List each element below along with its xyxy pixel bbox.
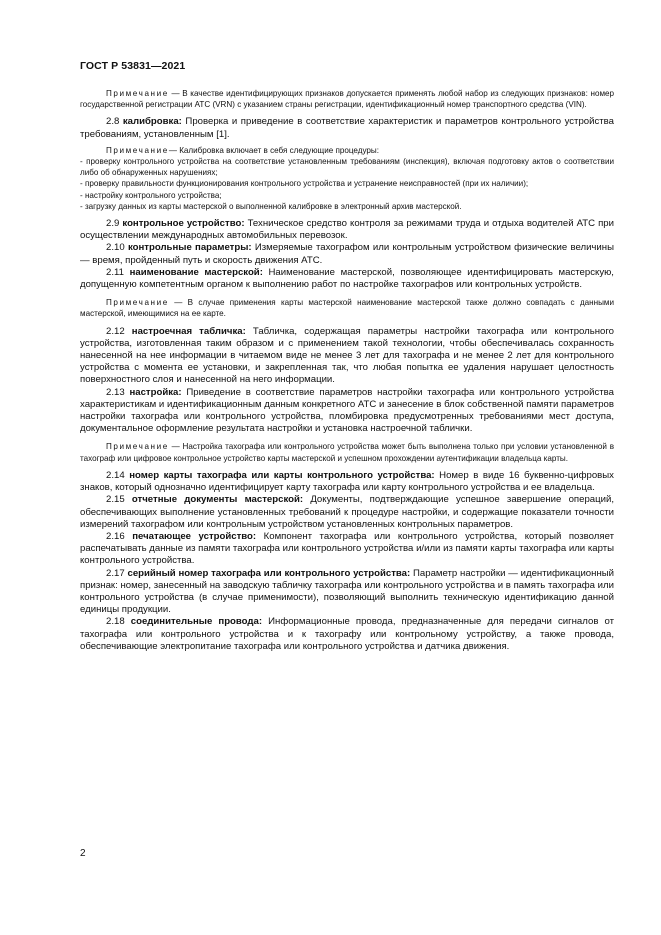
term: настроечная табличка: [131, 325, 246, 337]
note-identification: Примечание — В качестве идентифицирующих признаков допускается применять любой набор из следующих признаков: номер государственной регистрации АТС (VRN) с указанием страны регистрации, идентификационный номер транспортного средства (VIN). [80, 89, 615, 110]
document-body [80, 88, 614, 653]
definition-2-14: 2.14 номер карты тахографа или карты контрольного устройства: Номер в виде 16 буквенно-цифровых знаков, который однозначно идентифицирует карту тахографа или карту контрольного устройства и ее владельца. [80, 469, 614, 494]
note-label: Примечание [106, 298, 169, 308]
definition-2-17: 2.17 серийный номер тахографа или контрольного устройства: Параметр настройки — идентификационный признак: номер, занесенный на заводскую табличку тахографа или контрольного устройства и в память тахографа или контрольного устройства (в случае применимости), позволяющий выполнить техническую идентификацию данной единицы продукции. [80, 567, 614, 616]
note-workshop-name: Примечание — В случае применения карты мастерской наименование мастерской также должно совпадать с данными мастерской, имеющимися на ее карте. [80, 298, 615, 319]
list-item: - проверку контрольного устройства на соответствие установленным требованиям (инспекция), включая подготовку актов о соответствии либо об обнаруженных нарушениях; [80, 157, 614, 178]
definition-2-9: 2.9 контрольное устройство: Техническое средство контроля за режимами труда и отдыха водителей АТС при осуществлении международных автомобильных перевозок. [80, 218, 614, 242]
definition-2-8: 2.8 калибровка: Проверка и приведение в соответствие характеристик и параметров контрольного устройства требованиям, установленным [1]. [80, 116, 614, 140]
term: контрольное устройство: [122, 218, 245, 230]
standard-header: ГОСТ Р 53831—2021 [80, 60, 186, 72]
list-item: - проверку правильности функционирования контрольного устройства и устранение неисправностей (при их наличии); [80, 179, 529, 189]
note-label: Примечание [106, 145, 169, 155]
page-number: 2 [80, 848, 86, 859]
term: калибровка: [122, 116, 182, 128]
term: контрольные параметры: [127, 242, 252, 254]
definition-2-10: 2.10 контрольные параметры: Измеряемые тахографом или контрольным устройством физические величины — время, пройденный путь и скорость движения АТС. [80, 242, 614, 266]
term: наименование мастерской: [129, 266, 263, 278]
term: отчетные документы мастерской: [131, 494, 304, 506]
definition-2-16: 2.16 печатающее устройство: Компонент тахографа или контрольного устройства, который позволяет распечатывать данные из памяти тахографа или контрольного устройства и/или из памяти карты тахографа или карты контрольного устройства. [80, 530, 614, 567]
definition-2-12: 2.12 настроечная табличка: Табличка, содержащая параметры настройки тахографа или контрольного устройства, изготовленная таким образом и с применением такой технологии, чтобы обеспечивалась сохранность нанесенной на нее информации в читаемом виде не менее 3 лет для тахографа и не менее 2 лет для контрольного устройства с момента ее установки, и закрепленная так, что любая попытка ее удаления нарушает целостность поверхностного слоя и нанесенной на него информации. [80, 325, 615, 386]
term: серийный номер тахографа или контрольного устройства: [127, 567, 411, 579]
note-calibration: Примечание— Калибровка включает в себя следующие процедуры: - проверку контрольного устройства на соответствие установленным требованиям (инспекция), включая подготовку актов о соответствии либо об обнаруженных нарушениях; - проверку правильности функционирования контрольного устройства и устранение неисправностей (при их наличии); - настройку контрольного устройства; - загрузку данных из карты мастерской о выполненной калибровке в электронный архив мастерской. [80, 145, 614, 211]
definition-2-13: 2.13 настройка: Приведение в соответствие параметров настройки тахографа или контрольного устройства характеристикам и идентификационным данным конкретного АТС и занесение в блок собственной памяти параметров настройки тахографа или контрольного устройства, пломбировка предусмотренных требованиями мест доступа, документальное оформление результата настройки и установка настроечной таблички. [80, 386, 614, 435]
term: соединительные провода: [130, 616, 263, 628]
term: настройка: [129, 386, 182, 398]
term: номер карты тахографа или карты контрольного устройства: [129, 469, 435, 481]
list-item: - настройку контрольного устройства; [80, 190, 222, 200]
note-setup: Примечание — Настройка тахографа или контрольного устройства может быть выполнена только при условии установленной в тахограф или цифровое контрольное устройство карты мастерской и успешном прохождении аутентификации владельца карты. [80, 442, 615, 463]
term: печатающее устройство: [132, 530, 257, 542]
definition-2-15: 2.15 отчетные документы мастерской: Документы, подтверждающие успешное завершение операций, обеспечивающих выполнение установленных требований к процедуре настройки, и содержащие показатели точности измерений тахографом или контрольным устройством установленных контрольных параметров. [80, 494, 614, 530]
definition-2-11: 2.11 наименование мастерской: Наименование мастерской, позволяющее идентифицировать мастерскую, допущенную компетентным органом к выполнению работ по настройке тахографов или контрольных устройств. [80, 266, 614, 291]
note-label: Примечание [106, 89, 169, 98]
list-item: - загрузку данных из карты мастерской о выполненной калибровке в электронный архив мастерской. [80, 201, 462, 211]
note-label: Примечание [106, 442, 169, 452]
definition-2-18: 2.18 соединительные провода: Информационные провода, предназначенные для передачи сигналов от тахографа или контрольного устройства и к тахографу или контрольному устройству, а также провода, обеспечивающие электропитание тахографа или контрольного устройства и датчика движения. [80, 616, 614, 652]
